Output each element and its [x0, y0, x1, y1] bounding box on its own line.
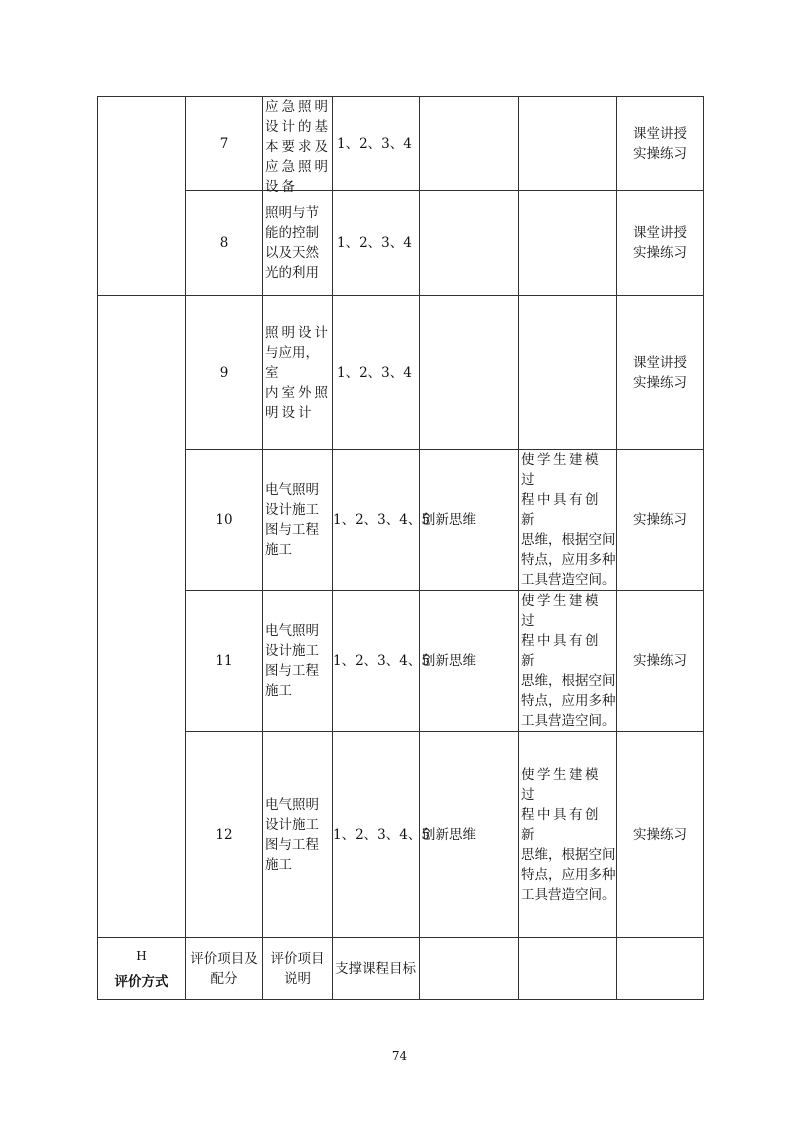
- course-targets: 1、2、3、4: [333, 97, 420, 191]
- course-targets: 1、2、3、4、5: [333, 732, 420, 938]
- description-cell: 使学生建模过 程中具有创新 思维，根据空间 特点，应用多种 工具营造空间。: [519, 450, 617, 591]
- description-cell: [519, 97, 617, 191]
- page-number: 74: [391, 1049, 408, 1063]
- section-cell: [98, 296, 186, 938]
- course-targets: 1、2、3、4、5: [333, 450, 420, 591]
- course-targets: 1、2、3、4: [333, 296, 420, 450]
- topic-cell: 电气照明 设计施工 图与工程 施工: [263, 732, 333, 938]
- description-cell: 使学生建模过 程中具有创新 思维，根据空间 特点，应用多种 工具营造空间。: [519, 732, 617, 938]
- topic-cell: 照明与节 能的控制 以及天然 光的利用: [263, 191, 333, 296]
- course-targets: 1、2、3、4、5: [333, 591, 420, 732]
- ability-cell: 创新思维: [420, 450, 519, 591]
- course-targets: 1、2、3、4: [333, 191, 420, 296]
- evaluation-note-header: 评价项目 说明: [263, 938, 333, 1000]
- row-number: 7: [186, 97, 263, 191]
- row-number: 12: [186, 732, 263, 938]
- method-cell: 实操练习: [617, 591, 704, 732]
- table-row: [98, 732, 704, 938]
- ability-cell: 创新思维: [420, 732, 519, 938]
- table-row: [98, 591, 704, 732]
- table-row: [98, 97, 704, 191]
- row-number: 10: [186, 450, 263, 591]
- ability-cell: 创新思维: [420, 591, 519, 732]
- method-cell: 课堂讲授 实操练习: [617, 296, 704, 450]
- empty-cell: [617, 938, 704, 1000]
- evaluation-section-cell: H 评价方式: [98, 938, 186, 1000]
- evaluation-target-header: 支撑课程目标: [333, 938, 420, 1000]
- row-number: 11: [186, 591, 263, 732]
- table-row: [98, 191, 704, 296]
- empty-cell: [420, 938, 519, 1000]
- description-cell: 使学生建模过 程中具有创新 思维，根据空间 特点，应用多种 工具营造空间。: [519, 591, 617, 732]
- row-number: 8: [186, 191, 263, 296]
- description-cell: [519, 191, 617, 296]
- empty-cell: [519, 938, 617, 1000]
- table-row: [98, 450, 704, 591]
- course-plan-table: [97, 96, 704, 1000]
- ability-cell: [420, 191, 519, 296]
- method-cell: 实操练习: [617, 732, 704, 938]
- topic-cell: 电气照明 设计施工 图与工程 施工: [263, 591, 333, 732]
- ability-cell: [420, 296, 519, 450]
- method-cell: 课堂讲授 实操练习: [617, 97, 704, 191]
- ability-cell: [420, 97, 519, 191]
- evaluation-row: [98, 938, 704, 1000]
- topic-cell: 电气照明 设计施工 图与工程 施工: [263, 450, 333, 591]
- section-cell: [98, 97, 186, 296]
- topic-cell: 照明设计 与应用，室 内室外照 明设计: [263, 296, 333, 450]
- evaluation-item-header: 评价项目及 配分: [186, 938, 263, 1000]
- method-cell: 课堂讲授 实操练习: [617, 191, 704, 296]
- row-number: 9: [186, 296, 263, 450]
- description-cell: [519, 296, 617, 450]
- topic-cell: 应急照明 设计的基 本要求及 应急照明 设备: [263, 97, 333, 191]
- table-row: [98, 296, 704, 450]
- method-cell: 实操练习: [617, 450, 704, 591]
